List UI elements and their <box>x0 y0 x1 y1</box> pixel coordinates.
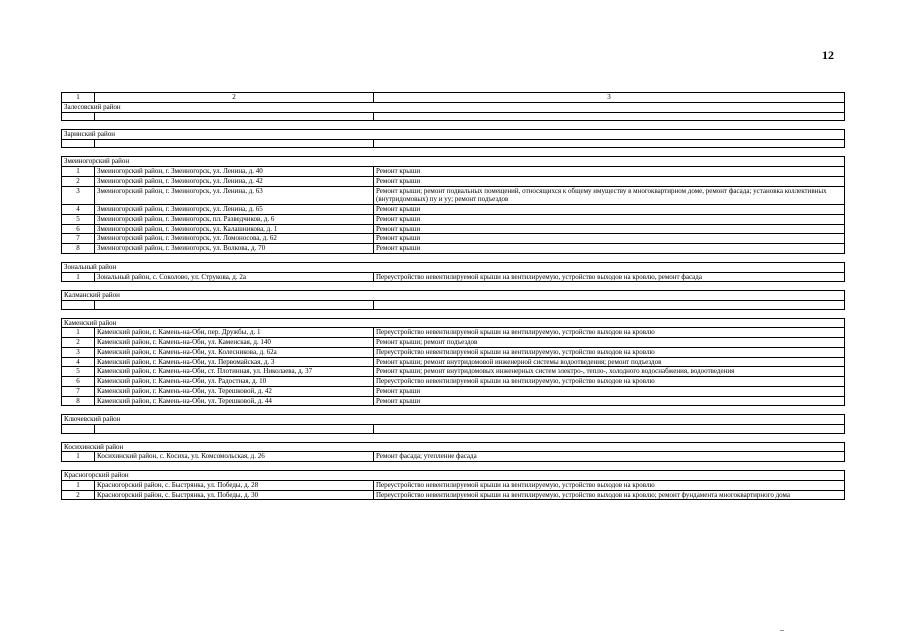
address-cell: Каменский район, г. Камень-на-Оби, ст. Плотинная, ул. Николаева, д. 37 <box>95 367 374 377</box>
address-cell: Косихинский район, с. Косиха, ул. Комсомольская, д. 26 <box>95 452 374 462</box>
address-cell: Красногорский район, с. Быстрянка, ул. Победы, д. 28 <box>95 480 374 490</box>
district-header-row <box>62 471 845 481</box>
district-name: Калманский район <box>62 291 845 301</box>
works-cell: Ремонт фасада; утепление фасада <box>374 452 845 462</box>
district-name: Змеиногорский район <box>62 157 845 167</box>
address-cell: Каменский район, г. Камень-на-Оби, ул. Радостная, д. 10 <box>95 377 374 387</box>
address-cell: Каменский район, г. Камень-на-Оби, ул. Терешковой, д. 44 <box>95 396 374 406</box>
district-header-row <box>62 318 845 328</box>
table-row <box>62 224 845 234</box>
row-number-cell: 6 <box>62 377 95 387</box>
district-header-row <box>62 442 845 452</box>
spacer-cell <box>62 282 845 291</box>
works-cell: Переустройство невентилируемой крыши на вентилируемую, устройство выходов на кровлю; ремонт фундамента многоквартирного дома <box>374 490 845 500</box>
works-cell: Ремонт крыши <box>374 386 845 396</box>
row-number-cell: 1 <box>62 167 95 177</box>
address-cell: Каменский район, г. Камень-на-Оби, ул. Первомайская, д. 3 <box>95 357 374 367</box>
address-cell: Каменский район, г. Камень-на-Оби, ул. Колесникова, д. 62а <box>95 347 374 357</box>
spacer-cell <box>62 121 845 130</box>
row-number-cell: 8 <box>62 244 95 254</box>
works-cell: Ремонт крыши <box>374 396 845 406</box>
scan-mark <box>780 630 784 631</box>
row-number-cell: 1 <box>62 480 95 490</box>
address-cell: Змеиногорский район, г. Змеиногорск, ул. Ленина, д. 65 <box>95 205 374 215</box>
works-cell <box>374 139 845 148</box>
table-row <box>62 205 845 215</box>
district-name: Зональный район <box>62 262 845 272</box>
row-number-cell: 5 <box>62 367 95 377</box>
table-row <box>62 357 845 367</box>
row-number-cell: 1 <box>62 272 95 282</box>
spacer-cell <box>62 148 845 157</box>
works-cell: Ремонт крыши; ремонт подвальных помещений, относящихся к общему имуществу в многоквартирном доме, ремонт фасада; установка коллективных (внутридомовых) пу и уу; ремонт подъездов <box>374 186 845 205</box>
table-row <box>62 452 845 462</box>
page-number: 12 <box>822 48 834 62</box>
address-cell: Змеиногорский район, г. Змеиногорск, пл. Разведчиков, д. 6 <box>95 214 374 224</box>
section-spacer <box>62 406 845 415</box>
row-number-cell: 4 <box>62 357 95 367</box>
section-spacer <box>62 253 845 262</box>
row-number-cell: 2 <box>62 490 95 500</box>
table-row <box>62 396 845 406</box>
district-header-row <box>62 291 845 301</box>
row-number-cell: 3 <box>62 186 95 205</box>
works-cell: Ремонт крыши <box>374 214 845 224</box>
column-number-row <box>62 93 845 103</box>
row-number-cell: 2 <box>62 338 95 348</box>
works-cell: Ремонт крыши <box>374 234 845 244</box>
section-spacer <box>62 462 845 471</box>
column-number-1: 1 <box>62 93 95 103</box>
district-header-row <box>62 262 845 272</box>
row-number-cell: 8 <box>62 396 95 406</box>
address-cell <box>95 112 374 121</box>
table-row <box>62 347 845 357</box>
row-number-cell <box>62 425 95 434</box>
address-cell: Змеиногорский район, г. Змеиногорск, ул. Калашникова, д. 1 <box>95 224 374 234</box>
table-row <box>62 386 845 396</box>
table-row <box>62 328 845 338</box>
row-number-cell: 3 <box>62 347 95 357</box>
column-number-2: 2 <box>95 93 374 103</box>
district-name: Ключевский район <box>62 415 845 425</box>
district-name: Залесовский район <box>62 102 845 112</box>
address-cell: Змеиногорский район, г. Змеиногорск, ул. Ленина, д. 42 <box>95 176 374 186</box>
row-number-cell: 7 <box>62 386 95 396</box>
works-register-table <box>61 92 845 500</box>
works-cell: Ремонт крыши; ремонт подъездов <box>374 338 845 348</box>
empty-row <box>62 425 845 434</box>
empty-row <box>62 112 845 121</box>
works-cell: Ремонт крыши <box>374 176 845 186</box>
works-cell: Ремонт крыши <box>374 205 845 215</box>
table-row <box>62 338 845 348</box>
district-name: Каменский район <box>62 318 845 328</box>
spacer-cell <box>62 253 845 262</box>
district-header-row <box>62 102 845 112</box>
spacer-cell <box>62 433 845 442</box>
table-row <box>62 272 845 282</box>
works-cell: Переустройство невентилируемой крыши на вентилируемую, устройство выходов на кровлю <box>374 480 845 490</box>
district-header-row <box>62 157 845 167</box>
address-cell: Каменский район, г. Камень-на-Оби, ул. Терешковой, д. 42 <box>95 386 374 396</box>
works-cell: Ремонт крыши <box>374 244 845 254</box>
works-cell <box>374 425 845 434</box>
works-cell: Переустройство невентилируемой крыши на вентилируемую, устройство выходов на кровлю <box>374 377 845 387</box>
address-cell <box>95 139 374 148</box>
district-header-row <box>62 130 845 140</box>
row-number-cell <box>62 301 95 310</box>
empty-row <box>62 139 845 148</box>
address-cell: Зональный район, с. Соколово, ул. Струкова, д. 2а <box>95 272 374 282</box>
works-cell <box>374 112 845 121</box>
district-name: Заринский район <box>62 130 845 140</box>
table-row <box>62 234 845 244</box>
section-spacer <box>62 309 845 318</box>
works-cell: Ремонт крыши <box>374 167 845 177</box>
row-number-cell: 6 <box>62 224 95 234</box>
table-row <box>62 186 845 205</box>
table-row <box>62 214 845 224</box>
address-cell: Змеиногорский район, г. Змеиногорск, ул. Ленина, д. 40 <box>95 167 374 177</box>
works-cell: Переустройство невентилируемой крыши на вентилируемую, устройство выходов на кровлю <box>374 328 845 338</box>
address-cell <box>95 425 374 434</box>
row-number-cell: 4 <box>62 205 95 215</box>
works-cell: Переустройство невентилируемой крыши на вентилируемую, устройство выходов на кровлю, ремонт фасада <box>374 272 845 282</box>
row-number-cell: 1 <box>62 452 95 462</box>
works-cell: Ремонт крыши; ремонт внутридомовых инженерных систем электро-, тепло-, холодного водоснабжения, водоотведения <box>374 367 845 377</box>
district-name: Косихинский район <box>62 442 845 452</box>
spacer-cell <box>62 309 845 318</box>
works-cell: Переустройство невентилируемой крыши на вентилируемую, устройство выходов на кровлю <box>374 347 845 357</box>
address-cell: Змеиногорский район, г. Змеиногорск, ул. Ленина, д. 63 <box>95 186 374 205</box>
table-row <box>62 377 845 387</box>
row-number-cell: 2 <box>62 176 95 186</box>
address-cell <box>95 301 374 310</box>
section-spacer <box>62 148 845 157</box>
section-spacer <box>62 121 845 130</box>
spacer-cell <box>62 406 845 415</box>
address-cell: Каменский район, г. Камень-на-Оби, ул. Каменская, д. 140 <box>95 338 374 348</box>
row-number-cell: 5 <box>62 214 95 224</box>
spacer-cell <box>62 462 845 471</box>
address-cell: Каменский район, г. Камень-на-Оби, пер. Дружбы, д. 1 <box>95 328 374 338</box>
section-spacer <box>62 282 845 291</box>
row-number-cell <box>62 139 95 148</box>
table-row <box>62 176 845 186</box>
empty-row <box>62 301 845 310</box>
table-row <box>62 490 845 500</box>
address-cell: Змеиногорский район, г. Змеиногорск, ул. Ломоносова, д. 62 <box>95 234 374 244</box>
table-row <box>62 167 845 177</box>
works-cell: Ремонт крыши <box>374 224 845 234</box>
column-number-3: 3 <box>374 93 845 103</box>
district-header-row <box>62 415 845 425</box>
row-number-cell <box>62 112 95 121</box>
section-spacer <box>62 433 845 442</box>
address-cell: Змеиногорский район, г. Змеиногорск, ул. Волкова, д. 70 <box>95 244 374 254</box>
table-row <box>62 244 845 254</box>
row-number-cell: 1 <box>62 328 95 338</box>
table-row <box>62 367 845 377</box>
address-cell: Красногорский район, с. Быстрянка, ул. Победы, д. 30 <box>95 490 374 500</box>
works-cell <box>374 301 845 310</box>
district-name: Красногорский район <box>62 471 845 481</box>
table-row <box>62 480 845 490</box>
works-cell: Ремонт крыши; ремонт внутридомовой инженерной системы водоотведения; ремонт подъездов <box>374 357 845 367</box>
row-number-cell: 7 <box>62 234 95 244</box>
